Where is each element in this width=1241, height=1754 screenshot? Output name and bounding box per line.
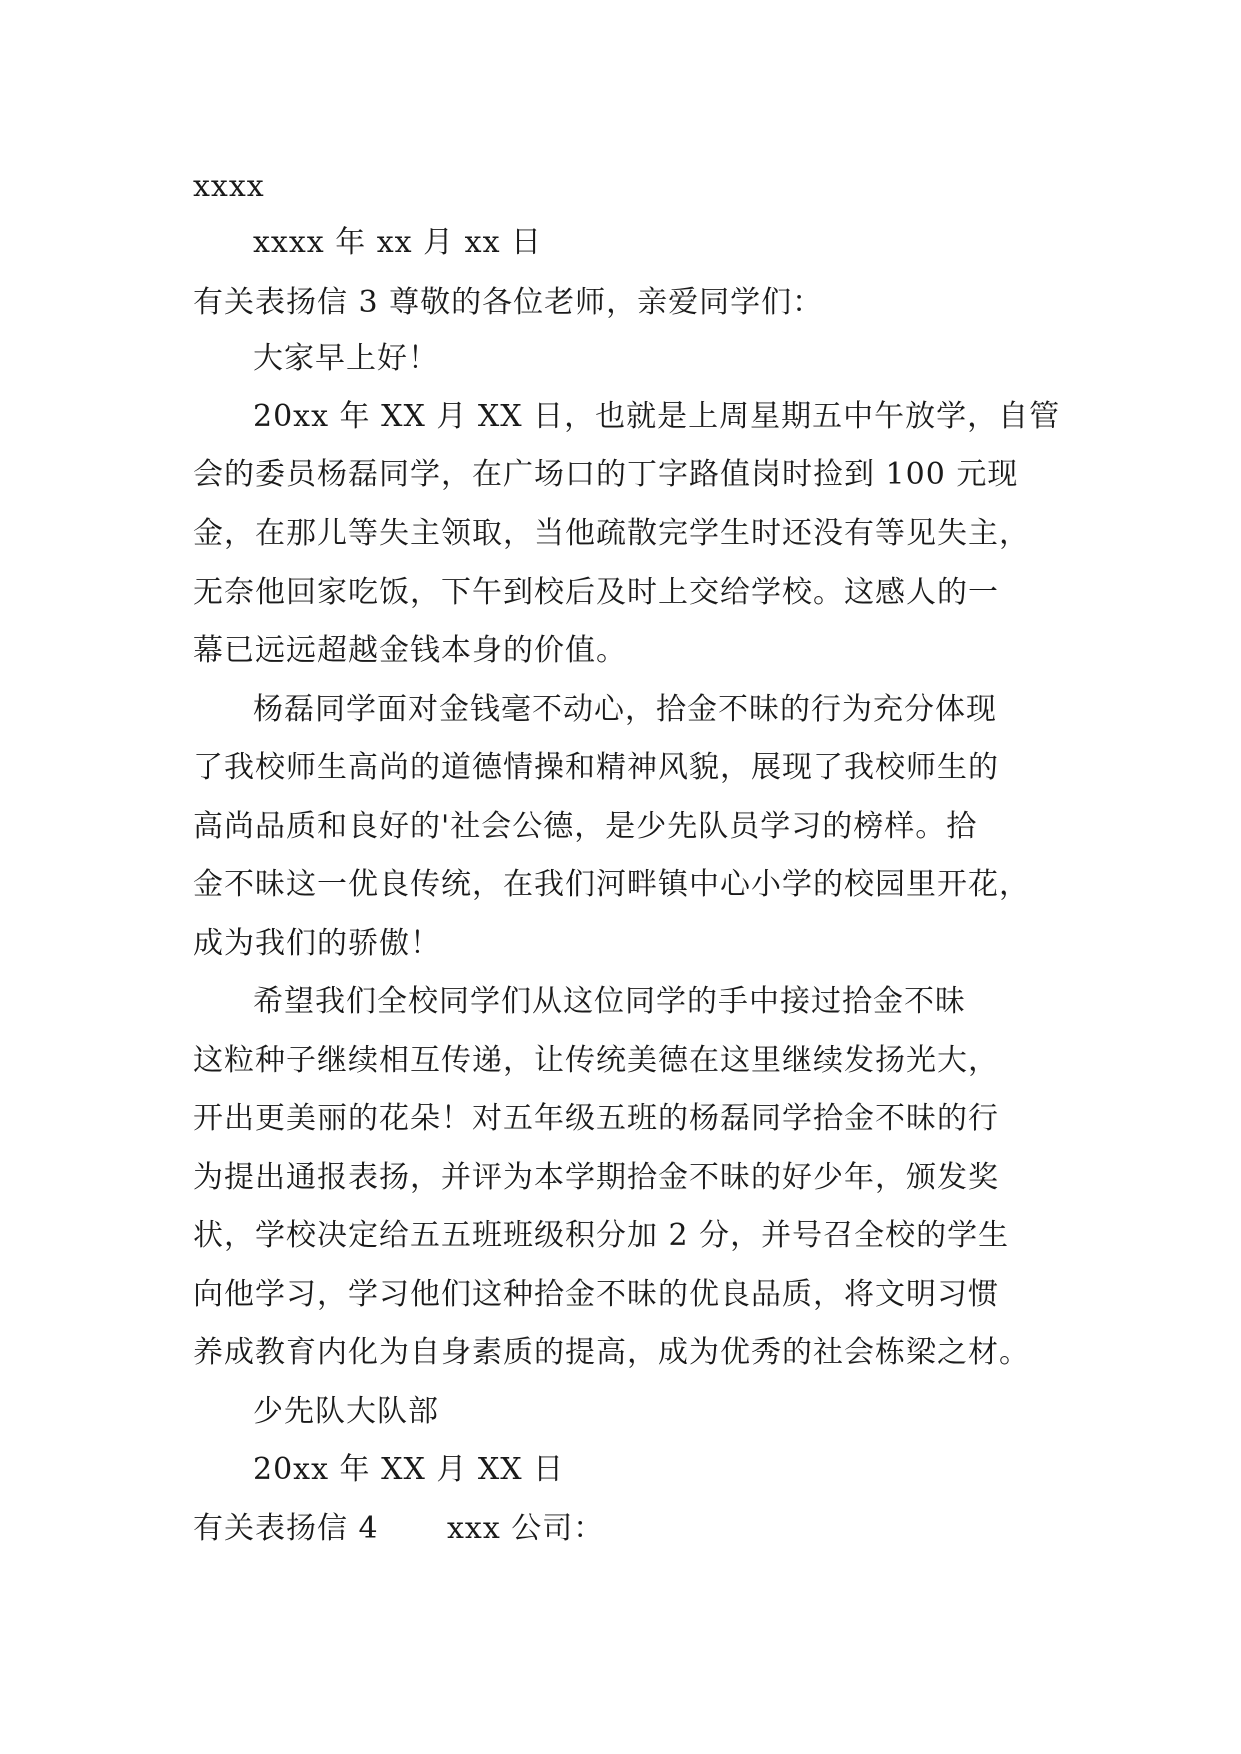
paragraph-3-line-5: 状，学校决定给五五班班级积分加 2 分，并号召全校的学生 bbox=[193, 1218, 1010, 1253]
paragraph-1-line-2: 会的委员杨磊同学，在广场口的丁字路值岗时捡到 100 元现 bbox=[193, 457, 1019, 492]
letter-4-heading: 有关表扬信 4 bbox=[193, 1511, 379, 1546]
greeting: 大家早上好！ bbox=[253, 341, 439, 376]
letter-4-salutation: xxx 公司： bbox=[447, 1511, 605, 1546]
paragraph-1-line-4: 无奈他回家吃饭，下午到校后及时上交给学校。这感人的一 bbox=[193, 575, 999, 610]
paragraph-3-line-3: 开出更美丽的花朵！对五年级五班的杨磊同学拾金不昧的行 bbox=[193, 1101, 999, 1136]
paragraph-2-line-2: 了我校师生高尚的道德情操和精神风貌，展现了我校师生的 bbox=[193, 750, 999, 785]
signature-name: xxxx bbox=[193, 169, 265, 204]
paragraph-3-line-7: 养成教育内化为自身素质的提高，成为优秀的社会栋梁之材。 bbox=[193, 1335, 1030, 1370]
letter-3-heading: 有关表扬信 3 尊敬的各位老师，亲爱同学们： bbox=[193, 285, 824, 320]
signature-date: xxxx 年 xx 月 xx 日 bbox=[253, 225, 543, 260]
paragraph-3-line-1: 希望我们全校同学们从这位同学的手中接过拾金不昧 bbox=[253, 984, 966, 1019]
paragraph-3-line-2: 这粒种子继续相互传递，让传统美德在这里继续发扬光大， bbox=[193, 1043, 999, 1078]
paragraph-3-line-6: 向他学习，学习他们这种拾金不昧的优良品质，将文明习惯 bbox=[193, 1277, 999, 1312]
paragraph-1-line-5: 幕已远远超越金钱本身的价值。 bbox=[193, 633, 627, 668]
paragraph-2-line-5: 成为我们的骄傲！ bbox=[193, 926, 441, 961]
paragraph-1-line-1: 20xx 年 XX 月 XX 日，也就是上周星期五中午放学，自管 bbox=[253, 399, 1061, 434]
signer-organization: 少先队大队部 bbox=[253, 1394, 439, 1429]
paragraph-1-line-3: 金，在那儿等失主领取，当他疏散完学生时还没有等见失主， bbox=[193, 516, 1030, 551]
paragraph-2-line-1: 杨磊同学面对金钱毫不动心，拾金不昧的行为充分体现 bbox=[253, 692, 997, 727]
paragraph-3-line-4: 为提出通报表扬，并评为本学期拾金不昧的好少年，颁发奖 bbox=[193, 1160, 999, 1195]
signer-date: 20xx 年 XX 月 XX 日 bbox=[253, 1452, 565, 1487]
paragraph-2-line-3: 高尚品质和良好的'社会公德，是少先队员学习的榜样。拾 bbox=[193, 809, 978, 844]
paragraph-2-line-4: 金不昧这一优良传统，在我们河畔镇中心小学的校园里开花， bbox=[193, 867, 1030, 902]
